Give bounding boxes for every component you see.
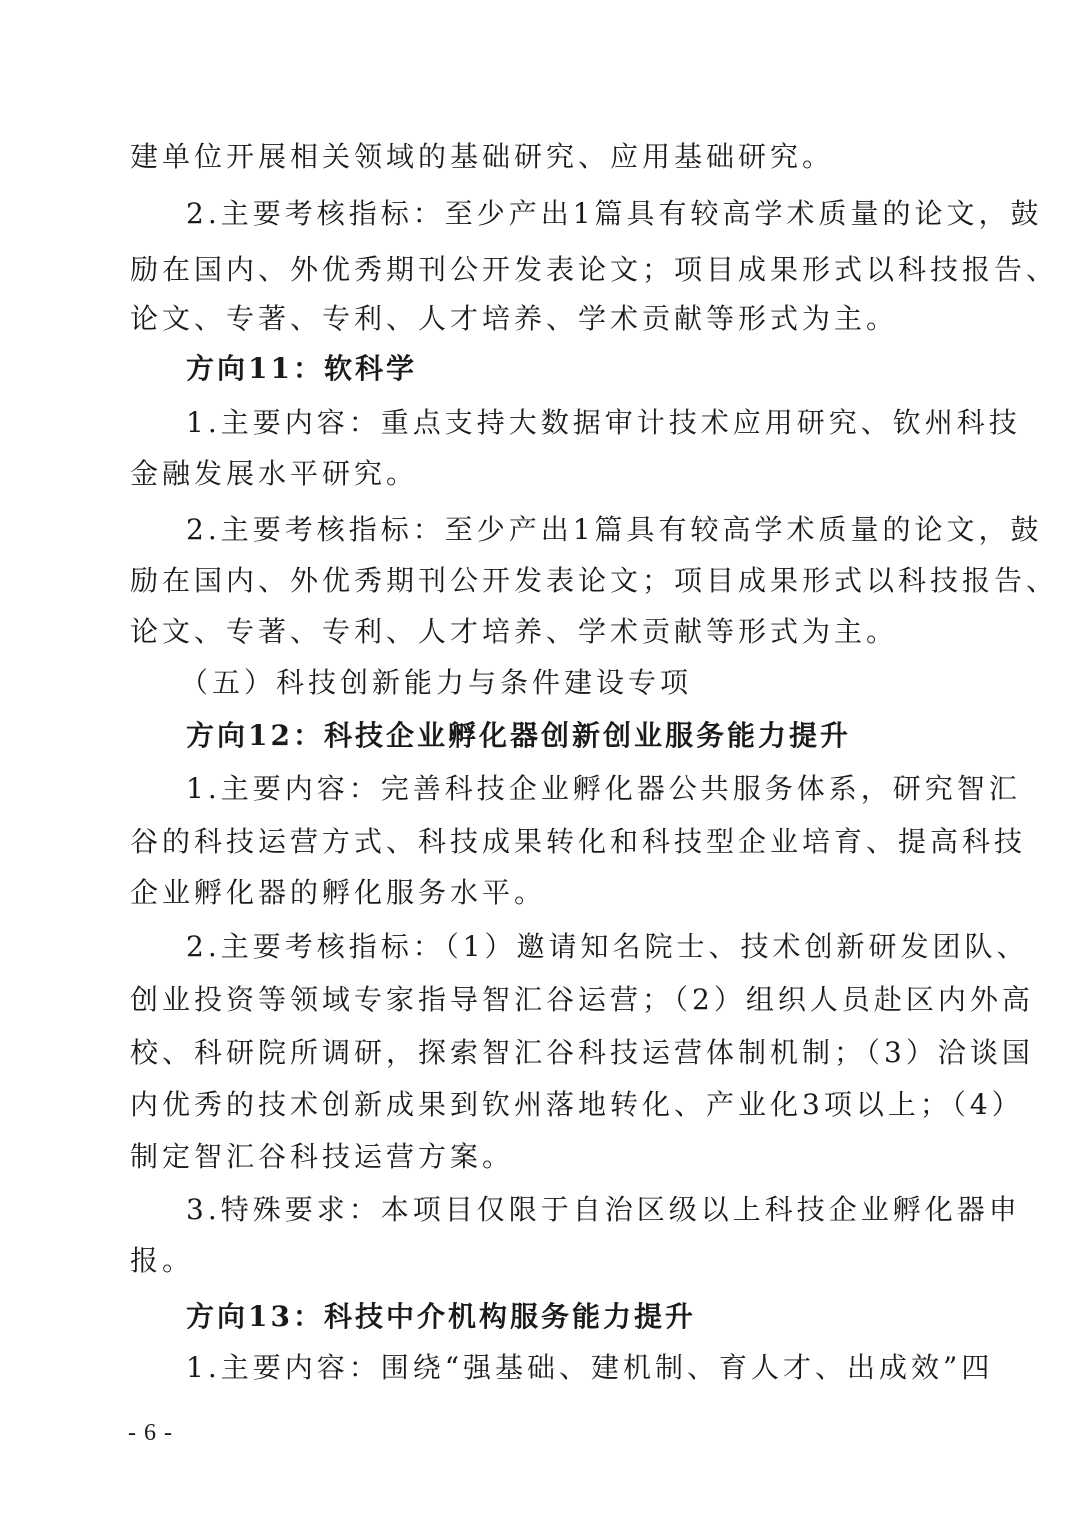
paragraph-line: 2.主要考核指标：至少产出1篇具有较高学术质量的论文，鼓 (186, 513, 1043, 546)
paragraph-line: 论文、专著、专利、人才培养、学术贡献等形式为主。 (130, 302, 899, 335)
paragraph-line: 励在国内、外优秀期刊公开发表论文；项目成果形式以科技报告、 (130, 564, 1059, 597)
page-number: - 6 - (128, 1420, 173, 1446)
paragraph-line: 2.主要考核指标：至少产出1篇具有较高学术质量的论文，鼓 (186, 197, 1043, 230)
section-heading-five: （五）科技创新能力与条件建设专项 (180, 666, 693, 699)
paragraph-line: 3.特殊要求：本项目仅限于自治区级以上科技企业孵化器申 (186, 1193, 1021, 1226)
paragraph-line: 励在国内、外优秀期刊公开发表论文；项目成果形式以科技报告、 (130, 253, 1059, 286)
paragraph-line: 制定智汇谷科技运营方案。 (130, 1140, 515, 1173)
paragraph-line: 1.主要内容：完善科技企业孵化器公共服务体系，研究智汇 (186, 772, 1021, 805)
section-heading-direction-12: 方向12：科技企业孵化器创新创业服务能力提升 (186, 719, 851, 752)
paragraph-line: 金融发展水平研究。 (130, 457, 419, 490)
section-heading-direction-13: 方向13：科技中介机构服务能力提升 (186, 1300, 696, 1333)
paragraph-line: 校、科研院所调研，探索智汇谷科技运营体制机制；（3）洽谈国 (130, 1036, 1034, 1069)
paragraph-line: 内优秀的技术创新成果到钦州落地转化、产业化3项以上；（4） (130, 1088, 1024, 1121)
paragraph-line: 论文、专著、专利、人才培养、学术贡献等形式为主。 (130, 615, 899, 648)
paragraph-line: 创业投资等领域专家指导智汇谷运营；（2）组织人员赴区内外高 (130, 983, 1034, 1016)
section-heading-direction-11: 方向11：软科学 (186, 352, 417, 385)
paragraph-line: 1.主要内容：重点支持大数据审计技术应用研究、钦州科技 (186, 406, 1021, 439)
paragraph-line: 企业孵化器的孵化服务水平。 (130, 876, 547, 909)
paragraph-line: 报。 (130, 1244, 195, 1277)
paragraph-line: 1.主要内容：围绕“强基础、建机制、育人才、出成效”四 (186, 1351, 994, 1384)
paragraph-line: 谷的科技运营方式、科技成果转化和科技型企业培育、提高科技 (130, 825, 1027, 858)
paragraph-line: 建单位开展相关领域的基础研究、应用基础研究。 (130, 140, 835, 173)
paragraph-line: 2.主要考核指标：（1）邀请知名院士、技术创新研发团队、 (186, 930, 1029, 963)
